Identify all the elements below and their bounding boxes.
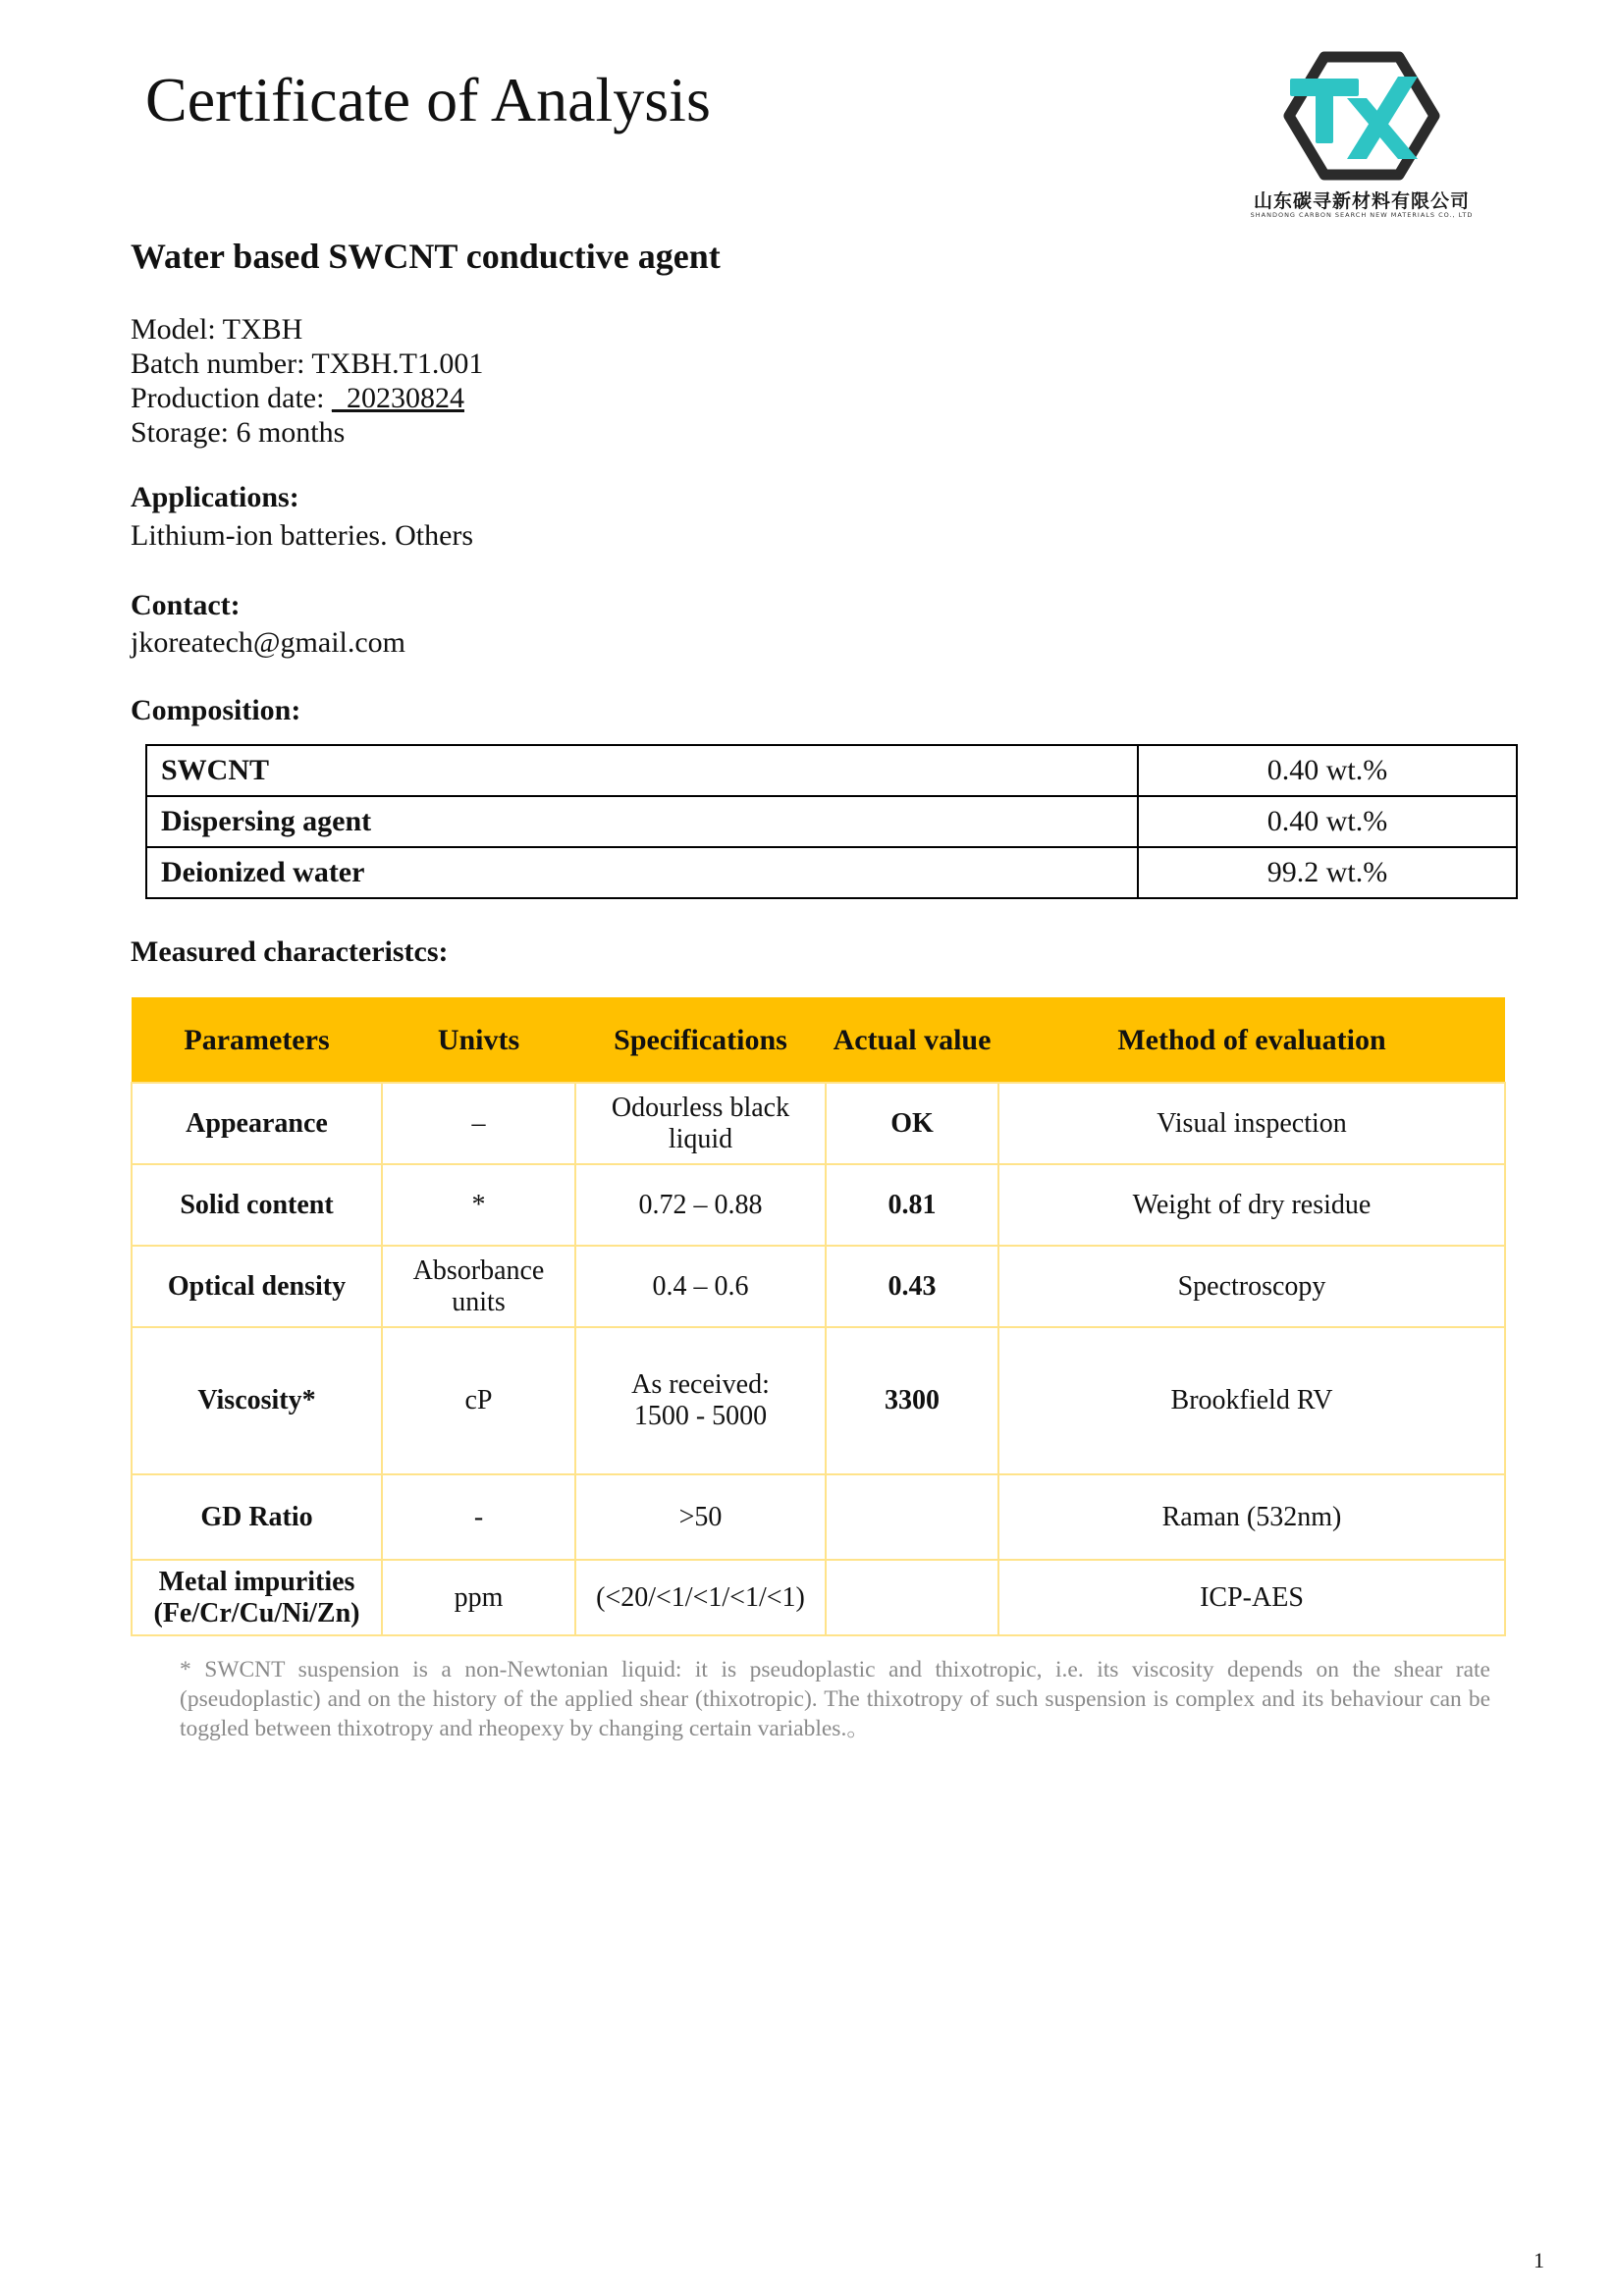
component-name: Deionized water (146, 847, 1138, 898)
unit-cell: cP (382, 1327, 575, 1474)
actual-value-cell: 0.81 (826, 1164, 998, 1246)
spec-cell: 0.72 – 0.88 (575, 1164, 826, 1246)
table-row (132, 1083, 1505, 1164)
parameter-cell: GD Ratio (132, 1474, 382, 1560)
page-number: 1 (1534, 2248, 1544, 2272)
batch-number: Batch number: TXBH.T1.001 (131, 347, 484, 380)
actual-value-cell: OK (826, 1083, 998, 1164)
component-name: Dispersing agent (146, 796, 1138, 847)
measured-heading: Measured characteristcs: (131, 935, 449, 968)
unit-cell: ppm (382, 1560, 575, 1635)
component-value: 99.2 wt.% (1138, 847, 1517, 898)
table-row (146, 796, 1517, 847)
production-date-value: _20230824 (331, 382, 464, 414)
composition-table (145, 744, 1518, 899)
model: Model: TXBH (131, 313, 303, 346)
unit-cell: Absorbance units (382, 1246, 575, 1327)
component-value: 0.40 wt.% (1138, 745, 1517, 796)
actual-value-cell (826, 1474, 998, 1560)
component-value: 0.40 wt.% (1138, 796, 1517, 847)
company-logo (1239, 49, 1484, 226)
actual-value-cell: 0.43 (826, 1246, 998, 1327)
unit-cell: * (382, 1164, 575, 1246)
applications-heading: Applications: (131, 481, 299, 513)
company-name-chinese: 山东碳寻新材料有限公司 (1253, 190, 1470, 212)
column-header: Method of evaluation (998, 997, 1505, 1083)
method-cell: Spectroscopy (998, 1246, 1505, 1327)
spec-cell (575, 1327, 826, 1474)
parameter-line: Metal impurities (158, 1566, 355, 1597)
method-cell: Brookfield RV (998, 1327, 1505, 1474)
table-header-row (132, 997, 1505, 1083)
spec-cell: >50 (575, 1474, 826, 1560)
parameter-cell (132, 1560, 382, 1635)
column-header: Univts (382, 997, 575, 1083)
production-date-label: Production date: (131, 382, 332, 414)
table-row (132, 1474, 1505, 1560)
footnote: * SWCNT suspension is a non-Newtonian liquid: it is pseudoplastic and thixotropic, i.e. its viscosity depends on the shear rate (pseudoplastic) and on the history of the applied shear (thixotropic). The thixotropy of such suspension is complex and its behaviour can be toggled between thixotropy and rheopexy by changing certain variables.。 (180, 1657, 1490, 1741)
method-cell: Visual inspection (998, 1083, 1505, 1164)
spec-cell: 0.4 – 0.6 (575, 1246, 826, 1327)
parameter-cell: Solid content (132, 1164, 382, 1246)
table-row (132, 1246, 1505, 1327)
spec-line: 1500 - 5000 (633, 1401, 768, 1431)
table-row (132, 1327, 1505, 1474)
spec-cell: (<20/<1/<1/<1/<1) (575, 1560, 826, 1635)
parameter-line: (Fe/Cr/Cu/Ni/Zn) (153, 1597, 360, 1629)
product-info (131, 312, 483, 450)
actual-value-cell (826, 1560, 998, 1635)
spec-cell: Odourless black liquid (575, 1083, 826, 1164)
spec-line: As received: (631, 1369, 770, 1400)
column-header: Specifications (575, 997, 826, 1083)
table-row (146, 847, 1517, 898)
column-header: Actual value (826, 997, 998, 1083)
parameter-cell: Viscosity* (132, 1327, 382, 1474)
parameter-cell: Appearance (132, 1083, 382, 1164)
parameter-cell: Optical density (132, 1246, 382, 1327)
product-name: Water based SWCNT conductive agent (131, 237, 721, 276)
contact-heading: Contact: (131, 589, 241, 621)
column-header: Parameters (132, 997, 382, 1083)
method-cell: ICP-AES (998, 1560, 1505, 1635)
table-row (132, 1164, 1505, 1246)
tx-hexagon-logo-icon (1239, 49, 1484, 183)
actual-value-cell: 3300 (826, 1327, 998, 1474)
table-row (146, 745, 1517, 796)
measured-characteristics-table (131, 997, 1506, 1636)
contact-email: jkoreatech@gmail.com (131, 626, 406, 659)
method-cell: Weight of dry residue (998, 1164, 1505, 1246)
storage: Storage: 6 months (131, 416, 346, 449)
unit-cell: - (382, 1474, 575, 1560)
composition-heading: Composition: (131, 694, 301, 726)
component-name: SWCNT (146, 745, 1138, 796)
company-name-english: SHANDONG CARBON SEARCH NEW MATERIALS CO., LTD (1250, 211, 1474, 219)
applications-text: Lithium-ion batteries. Others (131, 519, 474, 552)
method-cell: Raman (532nm) (998, 1474, 1505, 1560)
production-date (131, 381, 483, 415)
table-row (132, 1560, 1505, 1635)
document-title: Certificate of Analysis (145, 65, 711, 134)
unit-cell: – (382, 1083, 575, 1164)
